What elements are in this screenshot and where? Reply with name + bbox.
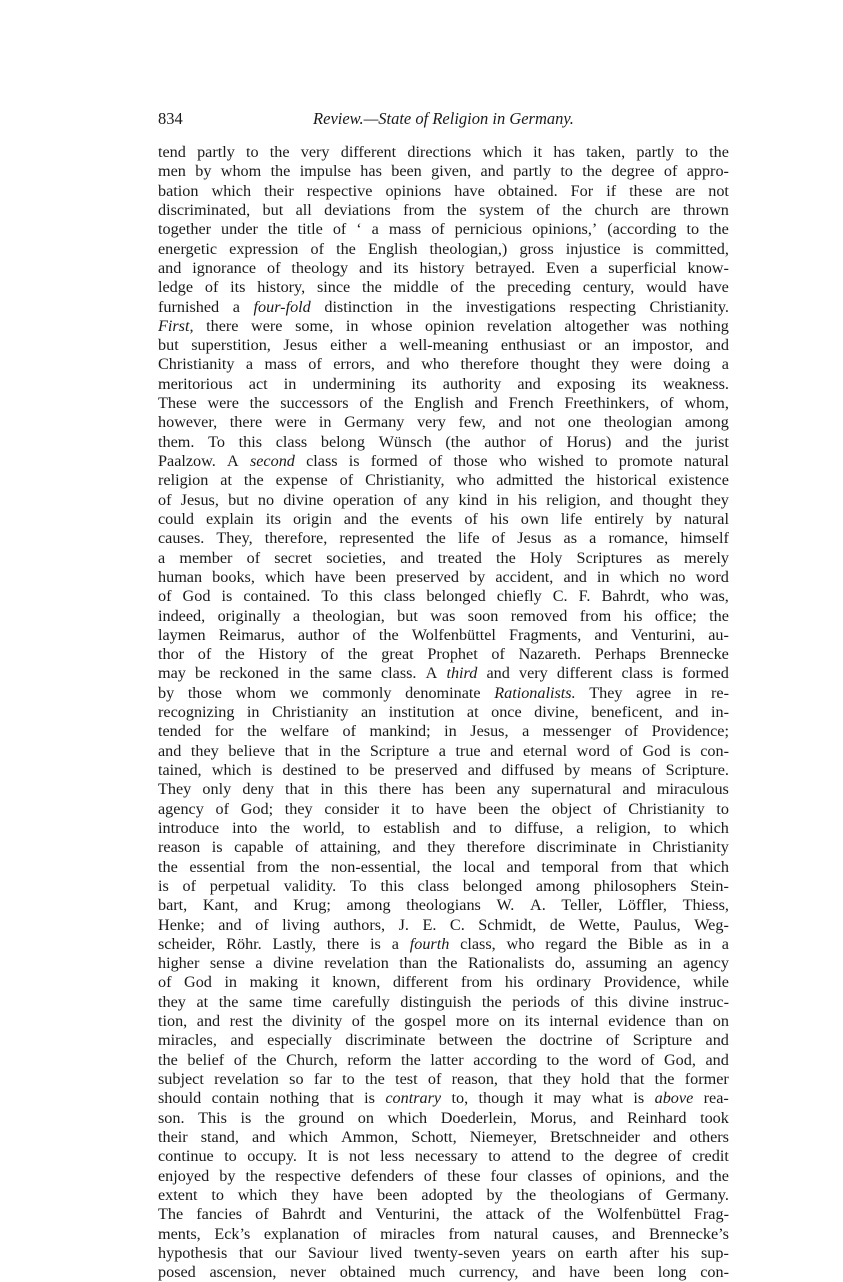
text-line: Christianity a mass of errors, and who therefore thought they were doing a <box>158 355 729 374</box>
text-line: discriminated, but all deviations from the system of the church are thrown <box>158 200 729 219</box>
text-line: The fancies of Bahrdt and Venturini, the attack of the Wolfenbüttel Frag- <box>158 1205 729 1224</box>
text-line: scheider, Röhr. Lastly, there is a fourth class, who regard the Bible as in a <box>158 934 729 953</box>
running-head <box>158 108 729 130</box>
text-line: by those whom we commonly denominate Rationalists. They agree in re- <box>158 683 729 702</box>
text-line: These were the successors of the English and French Freethinkers, of whom, <box>158 394 729 413</box>
text-line: is of perpetual validity. To this class belonged among philosophers Stein- <box>158 876 729 895</box>
text-line: and they believe that in the Scripture a true and eternal word of God is con- <box>158 741 729 760</box>
text-line: reason is capable of attaining, and they therefore discriminate in Christianity <box>158 838 729 857</box>
text-line: religion at the expense of Christianity, who admitted the historical existence <box>158 471 729 490</box>
text-line: furnished a four-fold distinction in the investigations respecting Christianity. <box>158 297 729 316</box>
text-line: men by whom the impulse has been given, and partly to the degree of appro- <box>158 162 729 181</box>
text-line: enjoyed by the respective defenders of these four classes of opinions, and the <box>158 1166 729 1185</box>
text-line: introduce into the world, to establish and to diffuse, a religion, to which <box>158 818 729 837</box>
text-line: ments, Eck’s explanation of miracles from natural causes, and Brennecke’s <box>158 1224 729 1243</box>
text-line: however, there were in Germany very few, and not one theologian among <box>158 413 729 432</box>
text-line: the belief of the Church, reform the latter according to the word of God, and <box>158 1050 729 1069</box>
text-line: of God in making it known, different from his ordinary Providence, while <box>158 973 729 992</box>
text-line: Paalzow. A second class is formed of those who wished to promote natural <box>158 452 729 470</box>
text-line: bart, Kant, and Krug; among theologians W. A. Teller, Löffler, Thiess, <box>158 896 729 915</box>
text-line: subject revelation so far to the test of reason, that they hold that the former <box>158 1070 729 1088</box>
text-line: tended for the welfare of mankind; in Jesus, a messenger of Providence; <box>158 722 729 741</box>
text-line: but superstition, Jesus either a well-meaning enthusiast or an impostor, and <box>158 336 729 355</box>
text-line: miracles, and especially discriminate between the doctrine of Scripture and <box>158 1031 729 1050</box>
text-line: laymen Reimarus, author of the Wolfenbüttel Fragments, and Venturini, au- <box>158 625 729 644</box>
text-line: extent to which they have been adopted by the theologians of Germany. <box>158 1185 729 1204</box>
text-line: tion, and rest the divinity of the gospel more on its internal evidence than on <box>158 1012 729 1031</box>
text-line: hypothesis that our Saviour lived twenty-seven years on earth after his sup- <box>158 1243 729 1262</box>
text-line: of Jesus, but no divine operation of any kind in his religion, and thought they <box>158 490 729 509</box>
text-line: Henke; and of living authors, J. E. C. Schmidt, de Wette, Paulus, Weg- <box>158 915 729 934</box>
text-line: they at the same time carefully distinguish the periods of this divine instruc- <box>158 992 729 1011</box>
text-line: First, there were some, in whose opinion revelation altogether was nothing <box>158 316 729 335</box>
text-line: should contain nothing that is contrary to, though it may what is above rea- <box>158 1089 729 1108</box>
text-line: them. To this class belong Wünsch (the author of Horus) and the jurist <box>158 432 729 451</box>
text-line: meritorious act in undermining its authority and exposing its weakness. <box>158 374 729 393</box>
text-line: may be reckoned in the same class. A third and very different class is formed <box>158 664 729 683</box>
text-line: tend partly to the very different directions which it has taken, partly to the <box>158 143 729 161</box>
text-line: ledge of its history, since the middle of the preceding century, would have <box>158 278 729 297</box>
text-line: continue to occupy. It is not less necessary to attend to the degree of credit <box>158 1147 729 1166</box>
text-line: a member of secret societies, and treated the Holy Scriptures as merely <box>158 548 729 567</box>
text-line: the essential from the non-essential, the local and temporal from that which <box>158 857 729 876</box>
text-line: They only deny that in this there has been any supernatural and miraculous <box>158 780 729 799</box>
text-line: agency of God; they consider it to have been the object of Christianity to <box>158 799 729 818</box>
text-line: posed ascension, never obtained much currency, and have been long con- <box>158 1263 729 1282</box>
text-line: energetic expression of the English theologian,) gross injustice is committed, <box>158 239 729 258</box>
text-line: tained, which is destined to be preserved and diffused by means of Scripture. <box>158 761 729 779</box>
text-line: human books, which have been preserved by accident, and in which no word <box>158 567 729 586</box>
text-line: recognizing in Christianity an institution at once divine, beneficent, and in- <box>158 703 729 722</box>
page-number: 834 <box>158 109 183 128</box>
text-line: could explain its origin and the events of his own life entirely by natural <box>158 509 729 528</box>
running-title: Review.—State of Religion in Germany. <box>313 109 574 128</box>
text-line: of God is contained. To this class belonged chiefly C. F. Bahrdt, who was, <box>158 587 729 606</box>
text-line: bation which their respective opinions have obtained. For if these are not <box>158 181 729 200</box>
body-text <box>158 143 729 1282</box>
text-line: their stand, and which Ammon, Schott, Niemeyer, Bretschneider and others <box>158 1127 729 1146</box>
text-line: and ignorance of theology and its history betrayed. Even a superficial know- <box>158 258 729 277</box>
text-line: son. This is the ground on which Doederlein, Morus, and Reinhard took <box>158 1108 729 1127</box>
text-line: together under the title of ‘ a mass of pernicious opinions,’ (according to the <box>158 220 729 239</box>
text-line: higher sense a divine revelation than the Rationalists do, assuming an agency <box>158 954 729 973</box>
text-line: thor of the History of the great Prophet of Nazareth. Perhaps Brennecke <box>158 645 729 664</box>
text-line: indeed, originally a theologian, but was soon removed from his office; the <box>158 606 729 625</box>
text-line: causes. They, therefore, represented the life of Jesus as a romance, himself <box>158 529 729 548</box>
